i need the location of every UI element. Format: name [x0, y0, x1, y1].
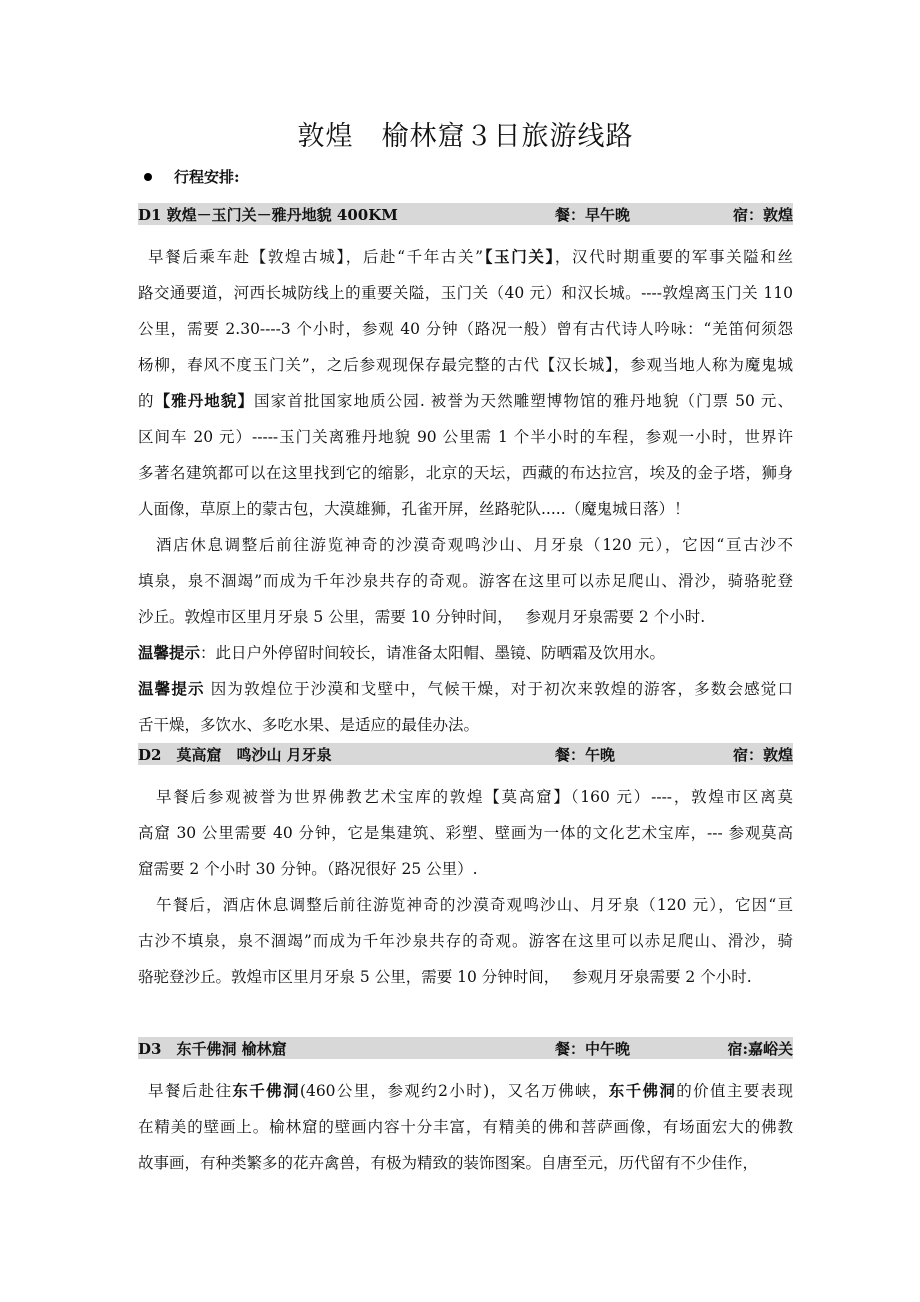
- paragraph: [138, 239, 793, 527]
- text-span: 窟需要 2 个小时 30 分钟。（路况很好 25 公里）.: [138, 860, 478, 878]
- text-span: 酒店休息调整后前往游览神奇的沙漠奇观鸣沙山、月牙泉（120 元），它因“亘古沙不: [156, 536, 793, 554]
- text-span: 骆驼登沙丘。敦煌市区里月牙泉 5 公里，需要 10 分钟时间， 参观月牙泉需要 2 个小时.: [138, 968, 752, 986]
- text-span: 的价值主要表现: [676, 1082, 793, 1100]
- text-line: [138, 851, 793, 887]
- text-line: [138, 1073, 793, 1109]
- text-line: [138, 311, 793, 347]
- text-span: ：此日户外停留时间较长，请准备太阳帽、墨镜、防晒霜及饮用水。: [200, 644, 666, 662]
- day-meals: 餐：午晚: [555, 745, 616, 764]
- day-header: [138, 1037, 793, 1059]
- bold-text: 【玉门关】: [483, 247, 555, 266]
- text-line: [138, 455, 793, 491]
- bold-text: 东千佛洞: [608, 1081, 677, 1100]
- text-line: [138, 347, 793, 383]
- text-line: [138, 527, 793, 563]
- paragraph: [138, 671, 793, 743]
- text-span: 公里，需要 2.30----3 个小时，参观 40 分钟（路况一般）曾有古代诗人吟咏：“羌笛何须怨: [138, 320, 793, 338]
- day-lodging: 宿：敦煌: [732, 745, 793, 764]
- day-header: [138, 743, 793, 765]
- text-span: 多著名建筑都可以在这里找到它的缩影，北京的天坛，西藏的布达拉宫，埃及的金子塔，狮身: [138, 464, 793, 482]
- text-line: [138, 635, 793, 671]
- text-span: 早餐后赴往: [148, 1082, 233, 1100]
- text-line: [138, 1109, 793, 1145]
- day-route: D3 东千佛洞 榆林窟: [138, 1039, 287, 1058]
- day-meals: 餐：中午晚: [555, 1039, 631, 1058]
- text-line: [138, 815, 793, 851]
- bold-text: 温馨提示: [138, 679, 205, 698]
- text-span: 人面像，草原上的蒙古包，大漠雄狮，孔雀开屏，丝路驼队.....（魔鬼城日落）！: [138, 500, 690, 518]
- day-meals: 餐：早午晚: [555, 205, 631, 224]
- text-span: 早餐后参观被誉为世界佛教艺术宝库的敦煌【莫高窟】（160 元）----，敦煌市区离莫: [156, 788, 793, 806]
- page-title: 敦煌 榆林窟３日旅游线路: [297, 121, 634, 152]
- text-line: [138, 1145, 793, 1181]
- itinerary-heading: [138, 166, 240, 187]
- paragraph: [138, 635, 793, 671]
- text-span: 沙丘。敦煌市区里月牙泉 5 公里，需要 10 分钟时间， 参观月牙泉需要 2 个小时.: [138, 608, 706, 626]
- text-span: 国家首批国家地质公园. 被誉为天然雕塑博物馆的雅丹地貌（门票 50 元、: [254, 392, 793, 410]
- text-line: [138, 779, 793, 815]
- bold-text: 东千佛洞: [232, 1081, 300, 1100]
- text-span: 故事画，有种类繁多的花卉禽兽，有极为精致的装饰图案。自唐至元，历代留有不少佳作，: [138, 1154, 759, 1172]
- text-line: [138, 923, 793, 959]
- text-line: [138, 707, 793, 743]
- text-line: [138, 887, 793, 923]
- bold-text: 温馨提示: [138, 643, 201, 662]
- text-line: [138, 671, 793, 707]
- text-span: 因为敦煌位于沙漠和戈壁中，气候干燥，对于初次来敦煌的游客，多数会感觉口: [204, 680, 793, 698]
- text-line: [138, 491, 793, 527]
- bold-text: 【雅丹地貌】: [154, 391, 255, 410]
- text-line: [138, 383, 793, 419]
- text-span: 的: [138, 392, 155, 410]
- paragraph: [138, 779, 793, 887]
- text-line: [138, 599, 793, 635]
- day-lodging: 宿:嘉峪关: [727, 1039, 793, 1058]
- text-span: 舌干燥，多饮水、多吃水果、是适应的最佳办法。: [138, 716, 480, 734]
- text-span: 填泉，泉不涸竭”而成为千年沙泉共存的奇观。游客在这里可以赤足爬山、滑沙，骑骆驼登: [138, 572, 793, 590]
- text-line: [138, 239, 793, 275]
- text-span: ，汉代时期重要的军事关隘和丝: [554, 248, 793, 266]
- day-route: D2 莫高窟 鸣沙山 月牙泉: [138, 745, 332, 764]
- itinerary-heading-label: 行程安排:: [174, 168, 240, 186]
- paragraph: [138, 527, 793, 635]
- text-span: 区间车 20 元）-----玉门关离雅丹地貌 90 公里需 1 个半小时的车程，参观一小时，世界许: [138, 428, 793, 446]
- text-span: (460公里，参观约2小时)，又名万佛峡，: [299, 1082, 609, 1100]
- day-route: D1 敦煌－玉门关－雅丹地貌 400KM: [138, 205, 398, 224]
- text-span: 古沙不填泉，泉不涸竭”而成为千年沙泉共存的奇观。游客在这里可以赤足爬山、滑沙，骑: [138, 932, 793, 950]
- bullet-icon: [144, 173, 152, 181]
- text-span: 早餐后乘车赴【敦煌古城】，后赴“千年古关”: [148, 248, 484, 266]
- text-span: 路交通要道，河西长城防线上的重要关隘，玉门关（40 元）和汉长城。----敦煌离玉门关 110: [138, 284, 793, 302]
- text-line: [138, 959, 793, 995]
- text-span: 在精美的壁画上。榆林窟的壁画内容十分丰富，有精美的佛和菩萨画像，有场面宏大的佛教: [138, 1118, 793, 1136]
- day-header: [138, 203, 793, 225]
- text-span: 杨柳，春风不度玉门关”，之后参观现保存最完整的古代【汉长城】，参观当地人称为魔鬼城: [138, 356, 793, 374]
- text-line: [138, 563, 793, 599]
- paragraph: [138, 1073, 793, 1181]
- text-line: [138, 275, 793, 311]
- text-span: 午餐后，酒店休息调整后前往游览神奇的沙漠奇观鸣沙山、月牙泉（120 元），它因“亘: [156, 896, 793, 914]
- paragraph: [138, 887, 793, 995]
- day-lodging: 宿：敦煌: [732, 205, 793, 224]
- itinerary-body: [138, 203, 793, 1181]
- text-span: 高窟 30 公里需要 40 分钟，它是集建筑、彩塑、壁画为一体的文化艺术宝库，--- 参观莫高: [138, 824, 793, 842]
- text-line: [138, 419, 793, 455]
